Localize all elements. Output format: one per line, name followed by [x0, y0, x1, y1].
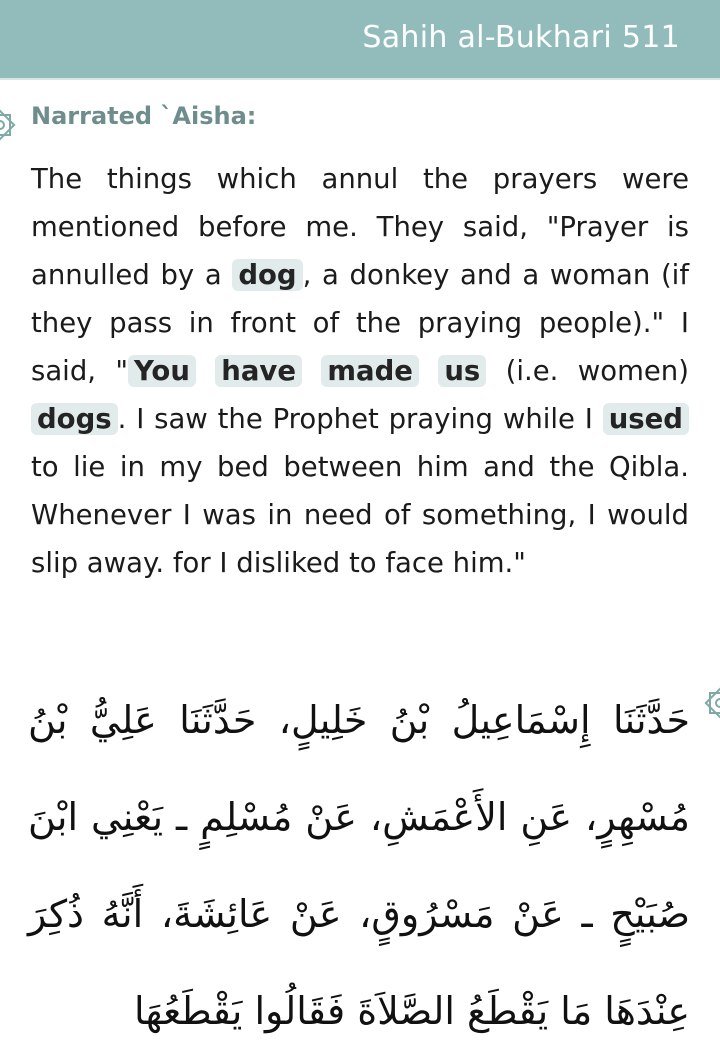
hadith-arabic-text: حَدَّثَنَا إِسْمَاعِيلُ بْنُ خَلِيلٍ، حَدَّثَنَا عَلِيُّ بْنُ مُسْهِرٍ، عَنِ الأَعْمَشِ، عَنْ مُسْلِمٍ ـ يَعْنِي ابْنَ صُبَيْحٍ ـ عَنْ مَسْرُوقٍ، عَنْ عَائِشَةَ، أَنَّهُ ذُكِرَ عِنْدَهَا مَا يَقْطَعُ الصَّلاَةَ فَقَالُوا يَقْطَعُهَا — [28, 698, 690, 1033]
highlight-term[interactable]: made — [321, 355, 419, 387]
highlight-term[interactable]: You — [128, 355, 196, 387]
hadith-english-text — [31, 155, 689, 587]
text-segment: to lie in my bed between him and the Qibla. Whenever I was in need of something, I would slip away. for I disliked to face him." — [31, 451, 689, 579]
page-title: Sahih al-Bukhari 511 — [362, 20, 680, 55]
text-segment: , a donkey and a woman (if they pass in front of the praying people)." I said, " — [31, 259, 689, 387]
highlight-term[interactable]: have — [215, 355, 302, 387]
text-segment: (i.e. women) — [486, 355, 689, 387]
highlight-term[interactable]: used — [603, 403, 689, 435]
ornament-icon — [702, 685, 720, 721]
highlight-term[interactable]: us — [438, 355, 486, 387]
narrator-label: Narrated `Aisha: — [31, 102, 257, 130]
text-segment: The things which annul the prayers were mentioned before me. They said, "Prayer is annulled by a — [31, 163, 689, 291]
text-segment: . I saw the Prophet praying while I — [117, 403, 603, 435]
ornament-icon — [0, 107, 18, 143]
highlight-term[interactable]: dogs — [31, 403, 118, 435]
highlight-term[interactable]: dog — [232, 259, 302, 291]
header-bar — [0, 0, 720, 80]
